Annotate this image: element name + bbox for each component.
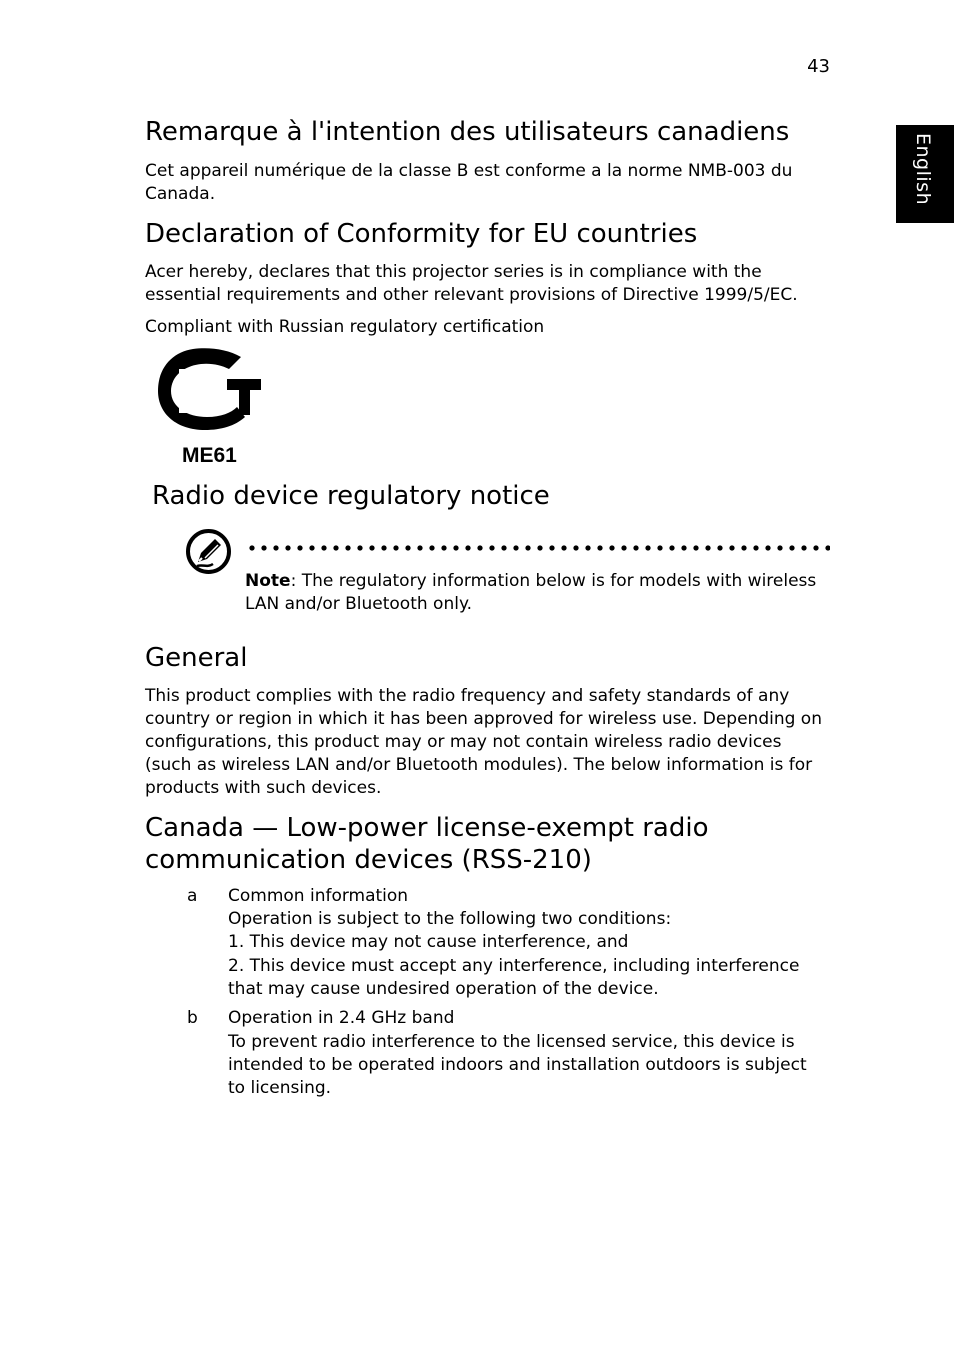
heading-eu-declaration: Declaration of Conformity for EU countries (145, 219, 698, 249)
note-text (245, 570, 825, 616)
list-marker-b: b (187, 1008, 198, 1028)
language-side-tab (896, 125, 954, 223)
russian-certification-text: Compliant with Russian regulatory certification (145, 317, 545, 337)
note-dotted-rule (246, 545, 830, 551)
note-label: Note (245, 571, 291, 591)
list-item-a-line2: 1. This device may not cause interference, and (228, 932, 629, 952)
language-side-tab-label: English (912, 133, 934, 206)
list-item-a (228, 885, 828, 1001)
note-pen-icon (185, 528, 232, 575)
heading-rss210-line2: communication devices (RSS-210) (145, 845, 592, 875)
certification-code: ME61 (182, 444, 237, 467)
list-item-a-line3: 2. This device must accept any interference, including interference that may cause undesired operation of the device. (228, 956, 800, 999)
eu-declaration-text: Acer hereby, declares that this projector series is in compliance with the essential requirements and other relevant provisions of Directive 1999/5/EC. (145, 262, 798, 305)
canada-remark-text: Cet appareil numérique de la classe B est conforme a la norme NMB-003 du Canada. (145, 161, 793, 204)
list-item-a-title: Common information (228, 886, 409, 906)
page-number: 43 (807, 56, 830, 77)
heading-canada-remark: Remarque à l'intention des utilisateurs canadiens (145, 117, 790, 147)
general-text: This product complies with the radio frequency and safety standards of any country or region in which it has been approved for wireless use. Depending on configurations, this product may or may not contain wireless radio devices (such as wireless LAN and/or Bluetooth modules). The below information is for products with such devices. (145, 686, 822, 798)
list-item-b-title: Operation in 2.4 GHz band (228, 1008, 455, 1028)
list-item-b (228, 1007, 828, 1100)
note-body: : The regulatory information below is for models with wireless LAN and/or Bluetooth only. (245, 571, 817, 614)
pct-certification-logo (157, 347, 263, 431)
heading-rss210-line1: Canada — Low-power license-exempt radio (145, 813, 709, 843)
list-item-a-line1: Operation is subject to the following two conditions: (228, 909, 672, 929)
list-item-b-line1: To prevent radio interference to the licensed service, this device is intended to be operated indoors and installation outdoors is subject to licensing. (228, 1032, 807, 1098)
heading-radio-notice: Radio device regulatory notice (152, 481, 550, 511)
list-marker-a: a (187, 886, 198, 906)
heading-general: General (145, 643, 248, 673)
